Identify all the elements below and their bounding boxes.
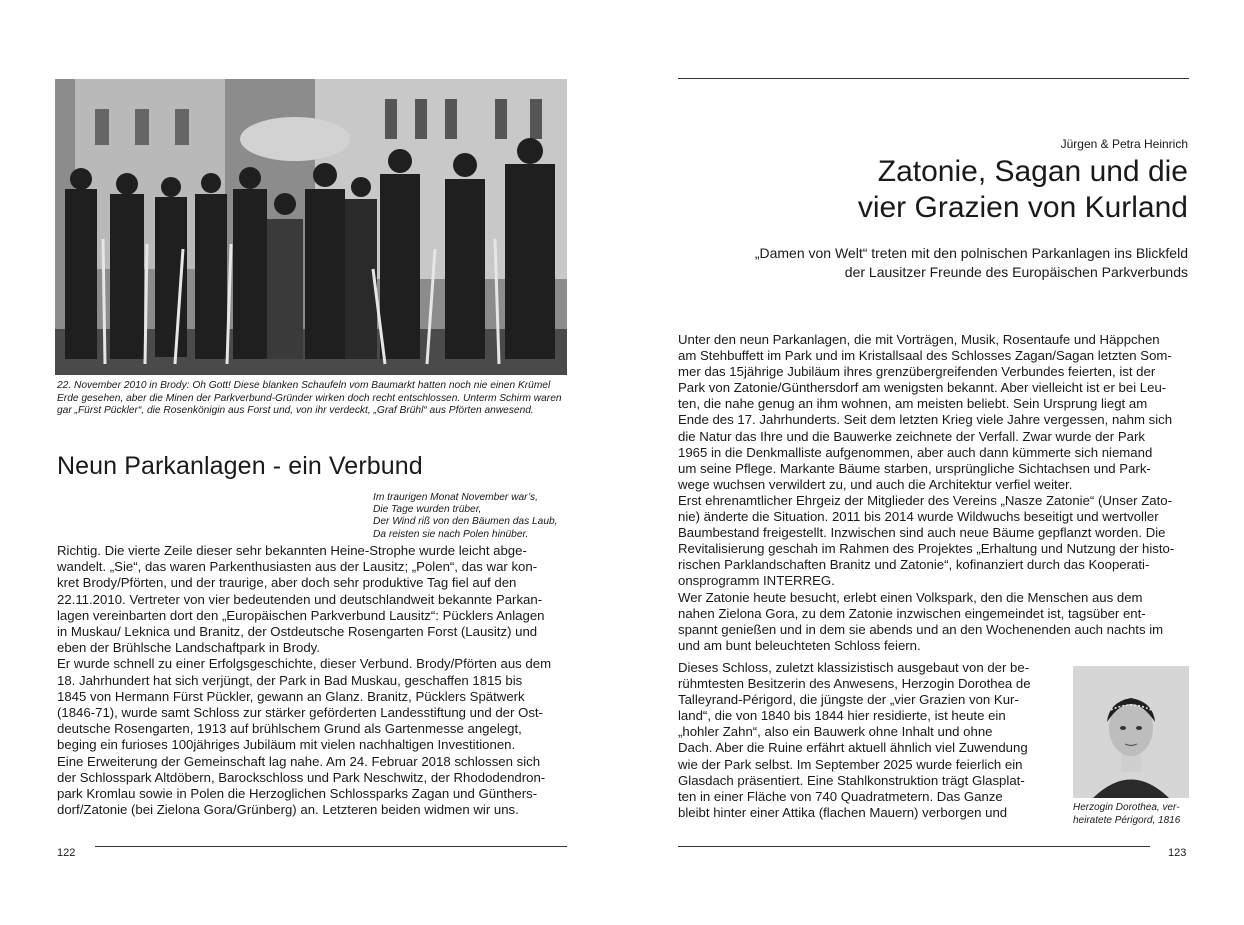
text-line: Erst ehrenamtlicher Ehrgeiz der Mitglieder des Vereins „Nasze Zatonie“ (Unser Zato- <box>678 492 1172 508</box>
caption-line: heiratete Périgord, 1816 <box>1073 815 1181 826</box>
text-line: in Muskau/ Leknica und Branitz, der Ostdeutsche Rosengarten Forst (Lausitz) und <box>57 624 538 640</box>
page-number-right: 123 <box>1168 847 1187 859</box>
text-line: rühmtesten Besitzerin des Anwesens, Herzogin Dorothea de <box>678 676 1031 692</box>
subtitle-line: der Lausitzer Freunde des Europäischen Parkverbunds <box>844 264 1188 280</box>
caption-line: Herzogin Dorothea, ver- <box>1073 802 1180 813</box>
text-line: bleibt hinter einer Attika (flachen Mauern) verborgen und <box>678 804 1008 820</box>
text-line: Talleyrand-Périgord, die jüngste der „vier Grazien von Kur- <box>678 692 1019 708</box>
text-line: ten, die nahe genug an ihm wohnen, am meisten beliebt. Sein Ursprung liegt am <box>678 396 1148 412</box>
text-line: kret Brody/Pförten, und der traurige, aber doch sehr produktive Tag fiel auf den <box>57 575 517 591</box>
text-line: „hohler Zahn“, also ein Bauwerk ohne Inhalt und ohne <box>678 724 993 740</box>
right-body-text <box>678 332 1190 654</box>
article-subtitle <box>755 244 1188 282</box>
page-number-left: 122 <box>57 847 76 859</box>
caption-line: Erde gesehen, aber die Minen der Parkverbund-Gründer wirken doch recht entschlossen. Unterm Schirm waren <box>57 392 562 404</box>
author-line: Jürgen & Petra Heinrich <box>1060 137 1188 151</box>
text-line: onsprogramm INTERREG. <box>678 573 835 589</box>
text-line: (1846-71), wurde samt Schloss zur stärker geförderten Landesstiftung und der Ost- <box>57 705 543 721</box>
text-line: 18. Jahrhundert hat sich verjüngt, der Park in Bad Muskau, geschaffen 1815 bis <box>57 672 523 688</box>
text-line: Baumbestand freigestellt. Inzwischen sind auch neue Bäume gepflanzt worden. Die <box>678 525 1166 541</box>
text-line: land“, die von 1840 bis 1844 hier residierte, ist heute ein <box>678 708 1006 724</box>
text-line: die Natur das Ihre und die Bauwerke zeichnete der Verfall. Zwar wurde der Park <box>678 428 1145 444</box>
text-line: 1965 in die Denkmalliste aufgenommen, aber auch dann kümmerte sich niemand <box>678 444 1153 460</box>
article-title <box>858 154 1188 226</box>
text-line: am Stehbuffett im Park und im Kristallsaal des Schlosses Zagan/Sagan letzten Som- <box>678 348 1172 364</box>
text-line: 1845 von Hermann Fürst Pückler, gewann an Glanz. Branitz, Pücklers Spätwerk <box>57 688 525 704</box>
right-body-wrapped-text <box>678 660 1058 821</box>
text-line: der Schlosspark Altdöbern, Barockschloss und Park Neschwitz, der Rhododendron- <box>57 769 546 785</box>
text-line: dorf/Zatonie (bei Zielona Gora/Grünberg) an. Letzteren beiden widmen wir uns. <box>57 802 519 818</box>
text-line: Wer Zatonie heute besucht, erlebt einen Volkspark, den die Menschen aus dem <box>678 589 1143 605</box>
text-line: mer das 15jährige Jubiläum ihres grenzübergreifenden Verbundes feierten, ist der <box>678 364 1156 380</box>
text-line: spannt genießen und in dem sie abends und an den Wochenenden auch nachts im <box>678 621 1164 637</box>
text-line: Richtig. Die vierte Zeile dieser sehr bekannten Heine-Strophe wurde leicht abge- <box>57 543 527 558</box>
text-line: ten in einer Fläche von 740 Quadratmetern. Das Ganze <box>678 788 1003 804</box>
text-line: wandelt. „Sie“, das waren Parkenthusiasten aus der Lausitz; „Polen“, das war kon- <box>57 559 538 575</box>
text-line: nie) änderte die Situation. 2011 bis 2014 wurde Wildwuchs beseitigt und wertvoller <box>678 509 1159 525</box>
caption-line: gar „Fürst Pückler“, die Rosenkönigin aus Forst und, von ihr verdeckt, „Graf Brühl“ aus Pförten anwesend. <box>57 405 534 417</box>
title-line: Zatonie, Sagan und die <box>877 155 1188 188</box>
poem-line: Da reisten sie nach Polen hinüber. <box>373 528 529 540</box>
text-line: beging ein furioses 100jähriges Jubiläum mit vielen nachhaltigen Investitionen. <box>57 737 516 753</box>
poem-quote <box>373 492 558 541</box>
caption-line: 22. November 2010 in Brody: Oh Gott! Diese blanken Schaufeln vom Baumarkt hatten noch nie einen Krümel <box>57 380 551 391</box>
footer-rule-right <box>678 846 1150 847</box>
poem-line: Der Wind riß von den Bäumen das Laub, <box>373 516 558 528</box>
header-rule-right <box>678 78 1189 79</box>
text-line: park Kromlau sowie in Polen die Herzoglichen Schlossparks Zagan und Günthers- <box>57 786 538 802</box>
text-line: eben der Brühlsche Landschaftpark in Brody. <box>57 640 320 656</box>
portrait-image <box>1073 666 1189 798</box>
text-line: rischen Parklandschaften Branitz und Zatonie“, kofinanziert durch das Kooperati- <box>678 557 1150 573</box>
text-line: Dach. Aber die Ruine erfährt aktuell ähnlich viel Zuwendung <box>678 740 1028 756</box>
text-line: Park von Zatonie/Günthersdorf am wenigsten bekannt. Aber vielleicht ist er bei Leu- <box>678 380 1167 396</box>
text-line: Eine Erweiterung der Gemeinschaft lag nahe. Am 24. Februar 2018 schlossen sich <box>57 753 541 769</box>
poem-line: Die Tage wurden trüber, <box>373 504 482 516</box>
text-line: wege wuchsen verwildert zu, und auch die Architektur verfiel weiter. <box>678 476 1073 492</box>
text-line: Revitalisierung geschah im Rahmen des Projektes „Erhaltung und Nutzung der histo- <box>678 541 1175 557</box>
title-line: vier Grazien von Kurland <box>857 191 1188 224</box>
text-line: wie der Park selbst. Im September 2025 wurde feierlich ein <box>678 756 1023 772</box>
text-line: Dieses Schloss, zuletzt klassizistisch ausgebaut von der be- <box>678 660 1030 675</box>
text-line: Glasdach präsentiert. Eine Stahlkonstruktion trägt Glasplat- <box>678 772 1025 788</box>
text-line: Ende des 17. Jahrhunderts. Seit dem letzten Krieg viele Jahre vergessen, nahm sich <box>678 412 1173 428</box>
text-line: nahen Zielona Gora, zu dem Zatonie inzwischen eingemeindet ist, tagsüber ent- <box>678 605 1146 621</box>
text-line: deutsche Rosengarten, 1913 auf brühlschem Grund als Gartenmesse angelegt, <box>57 721 522 737</box>
text-line: Unter den neun Parkanlagen, die mit Vorträgen, Musik, Rosentaufe und Häppchen <box>678 332 1160 347</box>
text-line: Er wurde schnell zu einer Erfolgsgeschichte, dieser Verbund. Brody/Pförten aus dem <box>57 656 552 672</box>
group-photo <box>55 79 567 375</box>
photo-caption <box>57 380 569 418</box>
subtitle-line: „Damen von Welt“ treten mit den polnischen Parkanlagen ins Blickfeld <box>754 245 1188 261</box>
text-line: und am bunt beleuchteten Schloss feiern. <box>678 637 921 653</box>
left-body-text <box>57 543 569 818</box>
text-line: lagen vereinbarten dort den „Europäischen Parkverbund Lausitz“: Pücklers Anlagen <box>57 607 545 623</box>
poem-line: Im traurigen Monat November war’s, <box>373 492 538 503</box>
portrait-caption <box>1073 801 1189 827</box>
section-heading: Neun Parkanlagen - ein Verbund <box>57 452 423 480</box>
footer-rule-left <box>95 846 567 847</box>
text-line: um seine Pflege. Markante Bäume starben, ursprüngliche Sichtachsen und Park- <box>678 460 1151 476</box>
text-line: 22.11.2010. Vertreter von vier bedeutenden und deutschlandweit bekannte Parkan- <box>57 591 543 607</box>
